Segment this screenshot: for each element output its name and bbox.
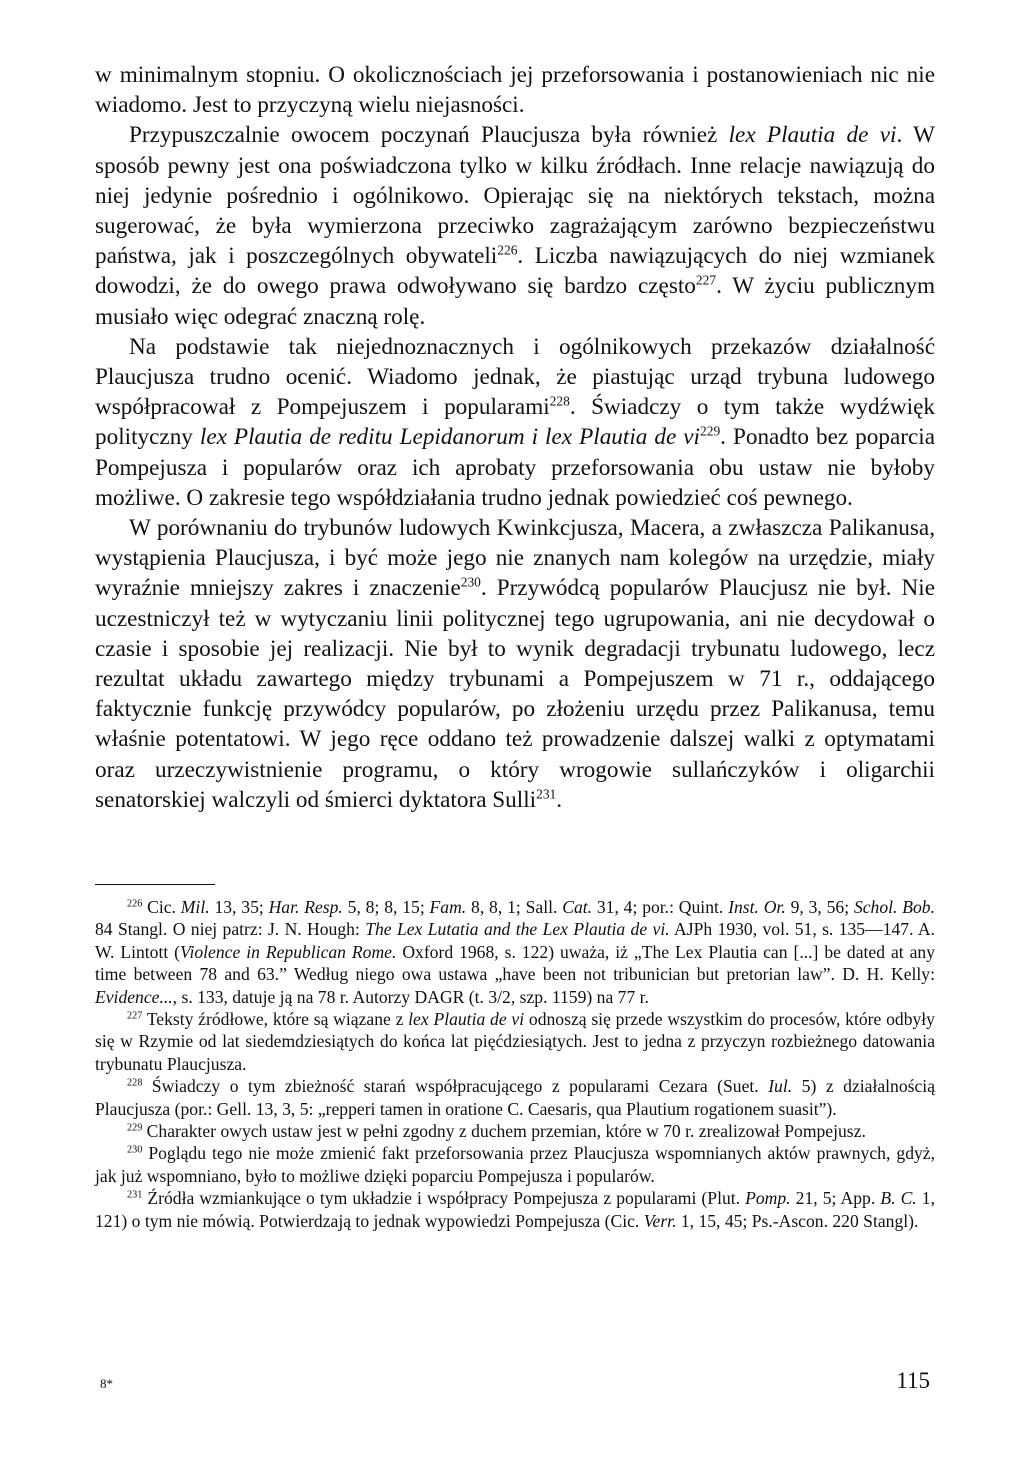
footnote	[95, 1008, 935, 1075]
footnote-ref: 227	[695, 273, 717, 289]
text-run: W porównaniu do trybunów ludowych Kwinkcjusza, Macera, a zwłaszcza Palikanusa, wystąpienia Plaucjusza, i być może jego nie znanych nam kolegów na urzędzie, miały wyraźnie mniejszy zakres i znaczenie	[95, 515, 935, 602]
footnote-ref: 228	[549, 393, 570, 409]
paragraph	[95, 332, 935, 513]
text-run: 13, 35;	[209, 897, 269, 917]
text-run: Poglądu tego nie może zmienić fakt przeforsowania przez Plaucjusza wspomnianych aktów prawnych, gdyż, jak już wspomniano, było to możliwe dzięki poparciu Pompejusza i popularów.	[95, 1143, 935, 1186]
text-run: . Świadczy o tym także wydźwięk polityczny	[95, 394, 935, 451]
paragraph	[95, 60, 935, 120]
text-run: 31, 4; por.: Quint.	[592, 897, 729, 917]
italic-text: lex Plautia de reditu Lepidanorum i lex Plautia de vi	[199, 424, 700, 451]
text-run: Przypuszczalnie owocem poczynań Plaucjusza była również	[129, 122, 729, 149]
italic-text: Iul.	[768, 1076, 793, 1097]
footnote-ref: 230	[460, 575, 481, 591]
text-run: odnoszą się przede wszystkim do procesów, które odbyły się w Rzymie od lat siedemdziesiątych do końca lat pięćdziesiątych. Jest to jedna z przyczyn rozbieżnego datowania trybunatu Plaucjusza.	[95, 1009, 935, 1074]
text-run: . W życiu publicznym musiało więc odegrać znaczną rolę.	[95, 273, 936, 330]
italic-text: B. C.	[880, 1188, 917, 1209]
text-run: 5) z działalnością Plaucjusza (por.: Gell. 13, 3, 5: „repperi tamen in oratione C. Caesaris, qua Plautium rogationem suasit”).	[95, 1076, 935, 1119]
text-run: Źródła wzmiankujące o tym układzie i współpracy Pompejusza z popularami (Plut.	[142, 1188, 746, 1209]
text-run: . W sposób pewny jest ona poświadczona tylko w kilku źródłach. Inne relacje nawiązują do niej jedynie pośrednio i ogólnikowo. Opierając się na niektórych tekstach, można sugerować, że była wymierzona przeciwko zagrażającym zarówno bezpieczeństwu państwa, jak i poszczególnych obywateli	[95, 122, 936, 270]
text-run: 8, 8, 1; Sall.	[466, 897, 563, 917]
text-run: 5, 8; 8, 15;	[342, 897, 430, 917]
text-run: .	[556, 786, 563, 813]
footnote	[95, 1142, 935, 1187]
text-run: 1, 15, 45; Ps.-Ascon. 220 Stangl).	[676, 1210, 919, 1231]
italic-text: lex Plautia de vi	[408, 1009, 525, 1030]
text-run: , s. 133, datuje ją na 78 r. Autorzy DAGR (t. 3/2, szp. 1159) na 77 r.	[172, 986, 649, 1007]
footnote-ref: 227	[127, 1010, 143, 1022]
footnote-ref: 226	[127, 898, 143, 910]
text-run: Świadczy o tym zbieżność starań współpracującego z popularami Cezara (Suet.	[142, 1076, 769, 1097]
footnote	[95, 1120, 935, 1142]
text-run: Na podstawie tak niejednoznacznych i ogólnikowych przekazów działalność Plaucjusza trudno ocenić. Wiadomo jednak, że piastując urząd trybuna ludowego współpracował z Pompejuszem i popularami	[95, 333, 935, 421]
text-run: 21, 5; App.	[790, 1188, 881, 1209]
italic-text: Cat.	[562, 897, 593, 917]
footnote-ref: 226	[497, 242, 518, 258]
italic-text: Har. Resp.	[268, 897, 343, 917]
italic-text: The Lex Lutatia and the Lex Plautia de vi.	[365, 919, 670, 940]
page-number: 115	[896, 1368, 930, 1393]
text-run: w minimalnym stopniu. O okolicznościach jej przeforsowania i postanowieniach nic nie wiadomo. Jest to przyczyną wielu niejasności.	[95, 62, 935, 119]
main-text	[95, 60, 935, 815]
text-run: . Liczba nawiązujących do niej wzmianek dowodzi, że do owego prawa odwoływano się bardzo często	[95, 243, 935, 300]
footnote-separator	[95, 884, 215, 885]
footnote-ref: 230	[127, 1145, 143, 1157]
italic-text: Fam.	[429, 897, 467, 917]
footnote-ref: 231	[127, 1189, 143, 1201]
footnote-ref: 228	[127, 1077, 143, 1089]
text-run: AJPh 1930, vol. 51, s. 135—147. A. W. Lintott (	[95, 919, 935, 962]
italic-text: Evidence...	[95, 986, 173, 1007]
text-run: Charakter owych ustaw jest w pełni zgodny z duchem przemian, które w 70 r. zrealizował Pompejusz.	[142, 1121, 866, 1142]
italic-text: lex Plautia de vi	[728, 122, 897, 149]
printer-signature: 8*	[100, 1376, 113, 1391]
footnote	[95, 1075, 935, 1120]
paragraph	[95, 513, 935, 815]
text-run: 84 Stangl. O niej patrz: J. N. Hough:	[95, 919, 366, 940]
text-run: Teksty źródłowe, które są wiązane z	[142, 1009, 409, 1030]
page-footer	[0, 1368, 1024, 1400]
footnote	[95, 896, 935, 1008]
footnote-ref: 229	[127, 1122, 143, 1134]
italic-text: Mil.	[180, 897, 210, 917]
italic-text: Schol. Bob.	[853, 897, 935, 917]
text-run: Oxford 1968, s. 122) uważa, iż „The Lex Plautia can [...] be dated at any time between 78 and 63.” Według niego owa ustawa „have been not tribunician but pretorian law”. D. H. Kelly:	[95, 941, 935, 985]
italic-text: Verr.	[643, 1210, 677, 1231]
italic-text: Violence in Republican Rome.	[180, 941, 397, 962]
footnotes	[95, 896, 935, 1232]
footnote	[95, 1187, 935, 1232]
footnote-ref: 229	[700, 424, 721, 440]
text-run: 9, 3, 56;	[785, 897, 854, 917]
text-run: Cic.	[142, 897, 181, 917]
text-run: . Przywódcą popularów Plaucjusz nie był. Nie uczestniczył też w wytyczaniu linii politycznej tego ugrupowania, ani nie decydował o czasie i sposobie jej realizacji. Nie był to wynik degradacji trybunatu ludowego, lecz rezultat układu zawartego między trybunami a Pompejuszem w 71 r., oddającego faktycznie funkcję przywódcy popularów, po złożeniu urzędu przez Palikanusa, temu właśnie potentatowi. W jego ręce oddano też prowadzenie dalszej walki z optymatami oraz urzeczywistnienie programu, o który wrogowie sullańczyków i oligarchii senatorskiej walczyli od śmierci dyktatora Sulli	[95, 575, 935, 813]
italic-text: Inst. Or.	[728, 897, 786, 917]
text-run: . Ponadto bez poparcia Pompejusza i popularów oraz ich aprobaty przeforsowania obu ustaw nie byłoby możliwe. O zakresie tego współdziałania trudno jednak powiedzieć coś pewnego.	[95, 424, 935, 511]
text-run: 1, 121) o tym nie mówią. Potwierdzają to jednak wypowiedzi Pompejusza (Cic.	[95, 1188, 935, 1231]
italic-text: Pomp.	[745, 1188, 791, 1209]
footnote-ref: 231	[536, 786, 557, 802]
paragraph	[95, 120, 935, 331]
